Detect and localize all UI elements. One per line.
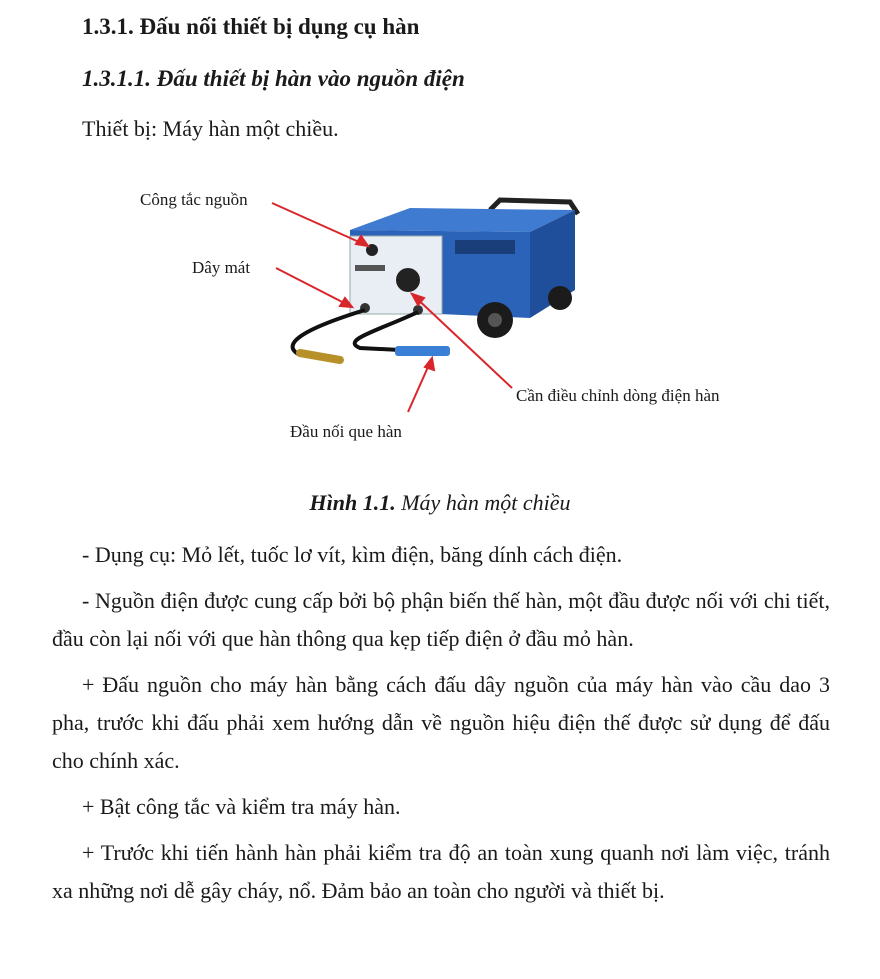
welding-machine-figure bbox=[0, 170, 880, 460]
ground-clamp bbox=[300, 353, 340, 360]
label-current-lever: Cần điều chỉnh dòng điện hàn bbox=[516, 386, 720, 405]
electrode-cable bbox=[355, 312, 418, 350]
paragraph-switch-on: + Bật công tắc và kiểm tra máy hàn. bbox=[82, 794, 401, 819]
electrode-holder bbox=[395, 346, 450, 356]
label-ground-wire: Dây mát bbox=[192, 258, 251, 277]
label-power-switch: Công tắc nguồn bbox=[140, 190, 248, 209]
body-text bbox=[52, 536, 830, 918]
welding-machine-illustration bbox=[0, 170, 880, 460]
figure-caption bbox=[0, 490, 880, 516]
paragraph-safety: + Trước khi tiến hành hàn phải kiểm tra độ an toàn xung quanh nơi làm việc, tránh xa những nơi dễ gây cháy, nổ. Đảm bảo an toàn cho người và thiết bị. bbox=[52, 840, 830, 903]
paragraph-power-source: - Nguồn điện được cung cấp bởi bộ phận biến thế hàn, một đầu được nối với chi tiết, đầu còn lại nối với que hàn thông qua kẹp tiếp điện ở đầu mỏ hàn. bbox=[52, 588, 830, 651]
subsection-heading: 1.3.1.1. Đấu thiết bị hàn vào nguồn điện bbox=[82, 66, 465, 91]
equipment-line: Thiết bị: Máy hàn một chiều. bbox=[82, 116, 339, 141]
paragraph-tools: - Dụng cụ: Mỏ lết, tuốc lơ vít, kìm điện, băng dính cách điện. bbox=[82, 542, 623, 567]
figure-title: Máy hàn một chiều bbox=[395, 490, 571, 515]
paragraph-connect-power: + Đấu nguồn cho máy hàn bằng cách đấu dây nguồn của máy hàn vào cầu dao 3 pha, trước khi đấu phải xem hướng dẫn về nguồn hiệu điện thế được sử dụng để đấu cho chính xác. bbox=[52, 672, 830, 773]
figure-number: Hình 1.1. bbox=[309, 490, 396, 515]
section-heading: 1.3.1. Đấu nối thiết bị dụng cụ hàn bbox=[82, 14, 420, 39]
control-panel bbox=[350, 236, 442, 314]
far-wheel bbox=[548, 286, 572, 310]
current-lever-knob bbox=[396, 268, 420, 292]
label-electrode-connector: Đầu nối que hàn bbox=[290, 422, 402, 441]
brand-plate bbox=[455, 240, 515, 254]
